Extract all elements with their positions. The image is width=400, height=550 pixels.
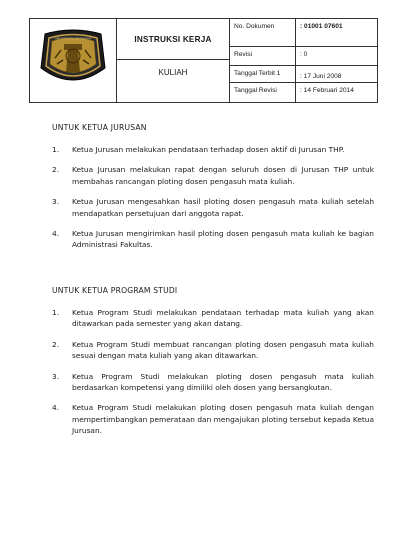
item-text: Ketua Program Studi melakukan ploting dosen pengasuh mata kuliah dengan mempertimbangkan pemerataan dan mengajukan ploting tersebut kepada Ketua Jurusan.	[72, 403, 374, 436]
item-text: Ketua Program Studi melakukan ploting dosen pengasuh mata kuliah berdasarkan kompetensi yang dimiliki oleh dosen yang bersangkutan.	[72, 371, 374, 393]
item-text: Ketua Jurusan melakukan pendataan terhadap dosen aktif di Jurusan THP.	[72, 145, 345, 154]
issue-date-value: : 17 Juni 2008	[296, 66, 378, 83]
item-number: 1.	[52, 308, 60, 317]
item-number: 3.	[52, 197, 60, 207]
section-title: UNTUK KETUA JURUSAN	[52, 123, 147, 132]
item-number: 4.	[52, 403, 60, 413]
logo-text: UNIVERSITAS BRAWIJAYA	[54, 36, 92, 41]
list-item	[52, 228, 374, 251]
document-header-table	[29, 18, 378, 103]
list-item	[52, 402, 374, 436]
instruction-list	[52, 307, 374, 437]
list-item	[52, 164, 374, 187]
list-item	[52, 196, 374, 219]
item-number: 4.	[52, 229, 60, 239]
item-number: 2.	[52, 165, 60, 175]
list-item	[52, 307, 374, 330]
issue-date-label: Tanggal Terbit 1	[230, 66, 296, 83]
item-text: Ketua Program Studi membuat rancangan ploting dosen pengasuh mata kuliah sesuai dengan mata kuliah yang akan ditawarkan.	[72, 339, 374, 361]
revision-date-value: : 14 Februari 2014	[296, 83, 378, 103]
item-number: 3.	[52, 371, 60, 381]
item-text: Ketua Jurusan mengesahkan hasil ploting dosen pengasuh mata kuliah setelah mendapatkan persetujuan dari anggota rapat.	[72, 197, 374, 218]
title-cell	[117, 19, 230, 103]
section-ketua-jurusan	[52, 123, 374, 260]
item-number: 1.	[52, 145, 60, 154]
list-item	[52, 144, 374, 155]
item-text: Ketua Jurusan melakukan rapat dengan seluruh dosen di Jurusan THP untuk membahas rancangan ploting dosen pengasuh mata kuliah.	[72, 165, 374, 186]
item-number: 2.	[52, 339, 60, 349]
document-title: INSTRUKSI KERJA	[117, 19, 229, 60]
section-ketua-program-studi	[52, 286, 374, 446]
list-item	[52, 339, 374, 362]
doc-number-label: No. Dokumen	[230, 19, 296, 47]
doc-number-value: : 01001 07601	[296, 19, 378, 47]
instruction-list	[52, 144, 374, 251]
section-title: UNTUK KETUA PROGRAM STUDI	[52, 286, 178, 295]
list-item	[52, 371, 374, 394]
logo-cell	[30, 19, 117, 103]
revision-value: : 0	[296, 46, 378, 66]
item-text: Ketua Program Studi melakukan pendataan terhadap mata kuliah yang akan ditawarkan pada semester yang akan datang.	[72, 308, 374, 329]
item-text: Ketua Jurusan mengirimkan hasil ploting dosen pengasuh mata kuliah ke bagian Administrasi Fakultas.	[72, 229, 374, 250]
university-logo-icon	[33, 28, 113, 88]
document-subtitle: KULIAH	[158, 68, 188, 77]
revision-date-label: Tanggal Revisi	[230, 83, 296, 103]
revision-label: Revisi	[230, 46, 296, 66]
